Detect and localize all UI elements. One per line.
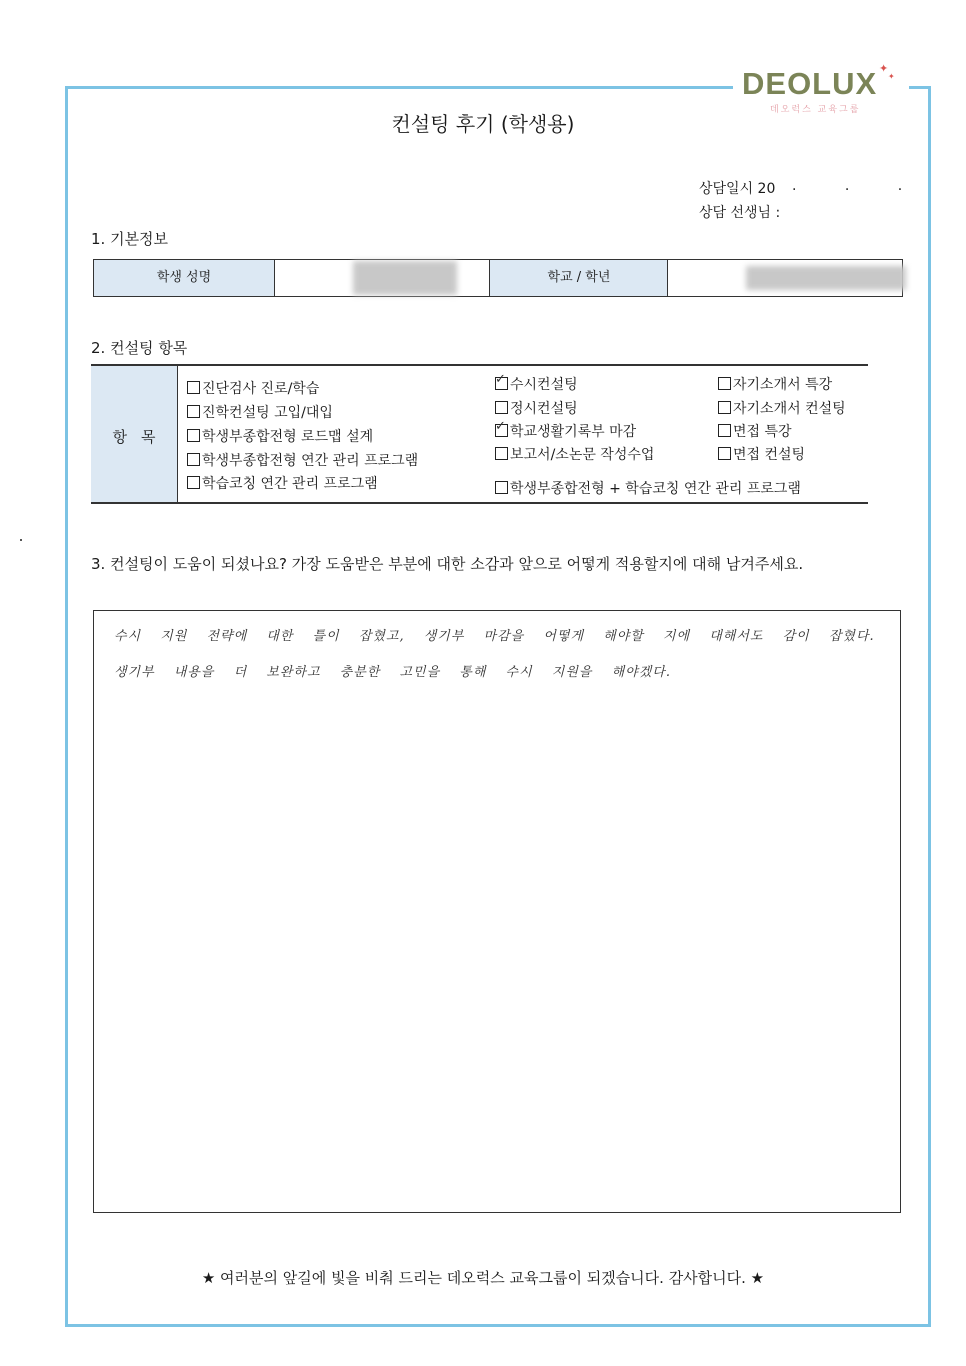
checkbox[interactable]	[495, 447, 508, 460]
option-essay-consulting[interactable]: 자기소개서 컨설팅	[718, 398, 846, 418]
handwritten-line: 수시 지원 전략에 대한 틀이 잡혔고, 생기부 마감을 어떻게 해야할 지에 대해서도 감이 잡혔다.	[114, 629, 875, 644]
checkbox[interactable]	[187, 405, 200, 418]
checkbox[interactable]	[718, 447, 731, 460]
option-interview-lecture[interactable]: 면접 특강	[718, 421, 792, 441]
consult-date-label: 상담일시 20	[699, 181, 776, 197]
consult-date-blank: . . .	[792, 178, 925, 194]
footer-message: ★ 여러분의 앞길에 빛을 비춰 드리는 데오럭스 교육그룹이 되겠습니다. 감사합니다. ★	[201, 1269, 765, 1287]
option-susi[interactable]: ✓수시컨설팅	[495, 374, 578, 394]
checkbox[interactable]	[187, 453, 200, 466]
consult-teacher-label: 상담 선생님 :	[699, 205, 781, 221]
option-admission[interactable]: 진학컨설팅 고입/대입	[187, 402, 333, 422]
checkbox[interactable]	[187, 429, 200, 442]
checkbox[interactable]	[718, 377, 731, 390]
option-combined-program[interactable]: 학생부종합전형 + 학습코칭 연간 관리 프로그램	[495, 478, 801, 498]
option-essay-lecture[interactable]: 자기소개서 특강	[718, 374, 832, 394]
star-icon: ✦	[888, 72, 895, 81]
basic-info-table	[93, 259, 903, 297]
star-icon: ✦	[879, 62, 889, 75]
checkbox[interactable]	[187, 381, 200, 394]
checkbox-checked[interactable]	[495, 377, 508, 390]
option-roadmap[interactable]: 학생부종합전형 로드맵 설계	[187, 426, 373, 446]
option-coaching[interactable]: 학습코칭 연간 관리 프로그램	[187, 473, 378, 493]
consulting-items-table	[91, 364, 868, 504]
option-record-finish[interactable]: ✓학교생활기록부 마감	[495, 421, 636, 441]
checkbox[interactable]	[495, 401, 508, 414]
page-title: 컨설팅 후기 (학생용)	[391, 112, 575, 136]
option-report-class[interactable]: 보고서/소논문 작성수업	[495, 444, 654, 464]
section-items-heading: 2. 컨설팅 항목	[91, 339, 188, 357]
scan-mark	[20, 539, 22, 541]
feedback-answer-box[interactable]	[93, 610, 901, 1213]
school-grade-value	[667, 260, 903, 296]
brand-logo: DEOLUX	[742, 66, 878, 101]
student-name-value	[274, 260, 490, 296]
section-basic-info-heading: 1. 기본정보	[91, 230, 169, 248]
school-grade-label: 학교 / 학년	[489, 260, 668, 296]
brand-tagline: 데오럭스 교육그룹	[770, 105, 861, 115]
option-interview-consulting[interactable]: 면접 컨설팅	[718, 444, 805, 464]
checkbox[interactable]	[495, 481, 508, 494]
student-name-label: 학생 성명	[94, 260, 274, 296]
checkbox[interactable]	[187, 476, 200, 489]
option-diagnostic[interactable]: 진단검사 진로/학습	[187, 378, 319, 398]
option-annual-program[interactable]: 학생부종합전형 연간 관리 프로그램	[187, 450, 418, 470]
section-feedback-question: 3. 컨설팅이 도움이 되셨나요? 가장 도움받은 부분에 대한 소감과 앞으로 어떻게 적용할지에 대해 남겨주세요.	[91, 555, 804, 573]
option-jeongsi[interactable]: 정시컨설팅	[495, 398, 578, 418]
checkbox-checked[interactable]	[495, 424, 508, 437]
checkbox[interactable]	[718, 401, 731, 414]
items-header-label: 항목	[112, 428, 170, 446]
items-header-cell	[91, 366, 178, 502]
checkbox[interactable]	[718, 424, 731, 437]
handwritten-line: 생기부 내용을 더 보완하고 충분한 고민을 통해 수시 지원을 해야겠다.	[114, 665, 671, 680]
